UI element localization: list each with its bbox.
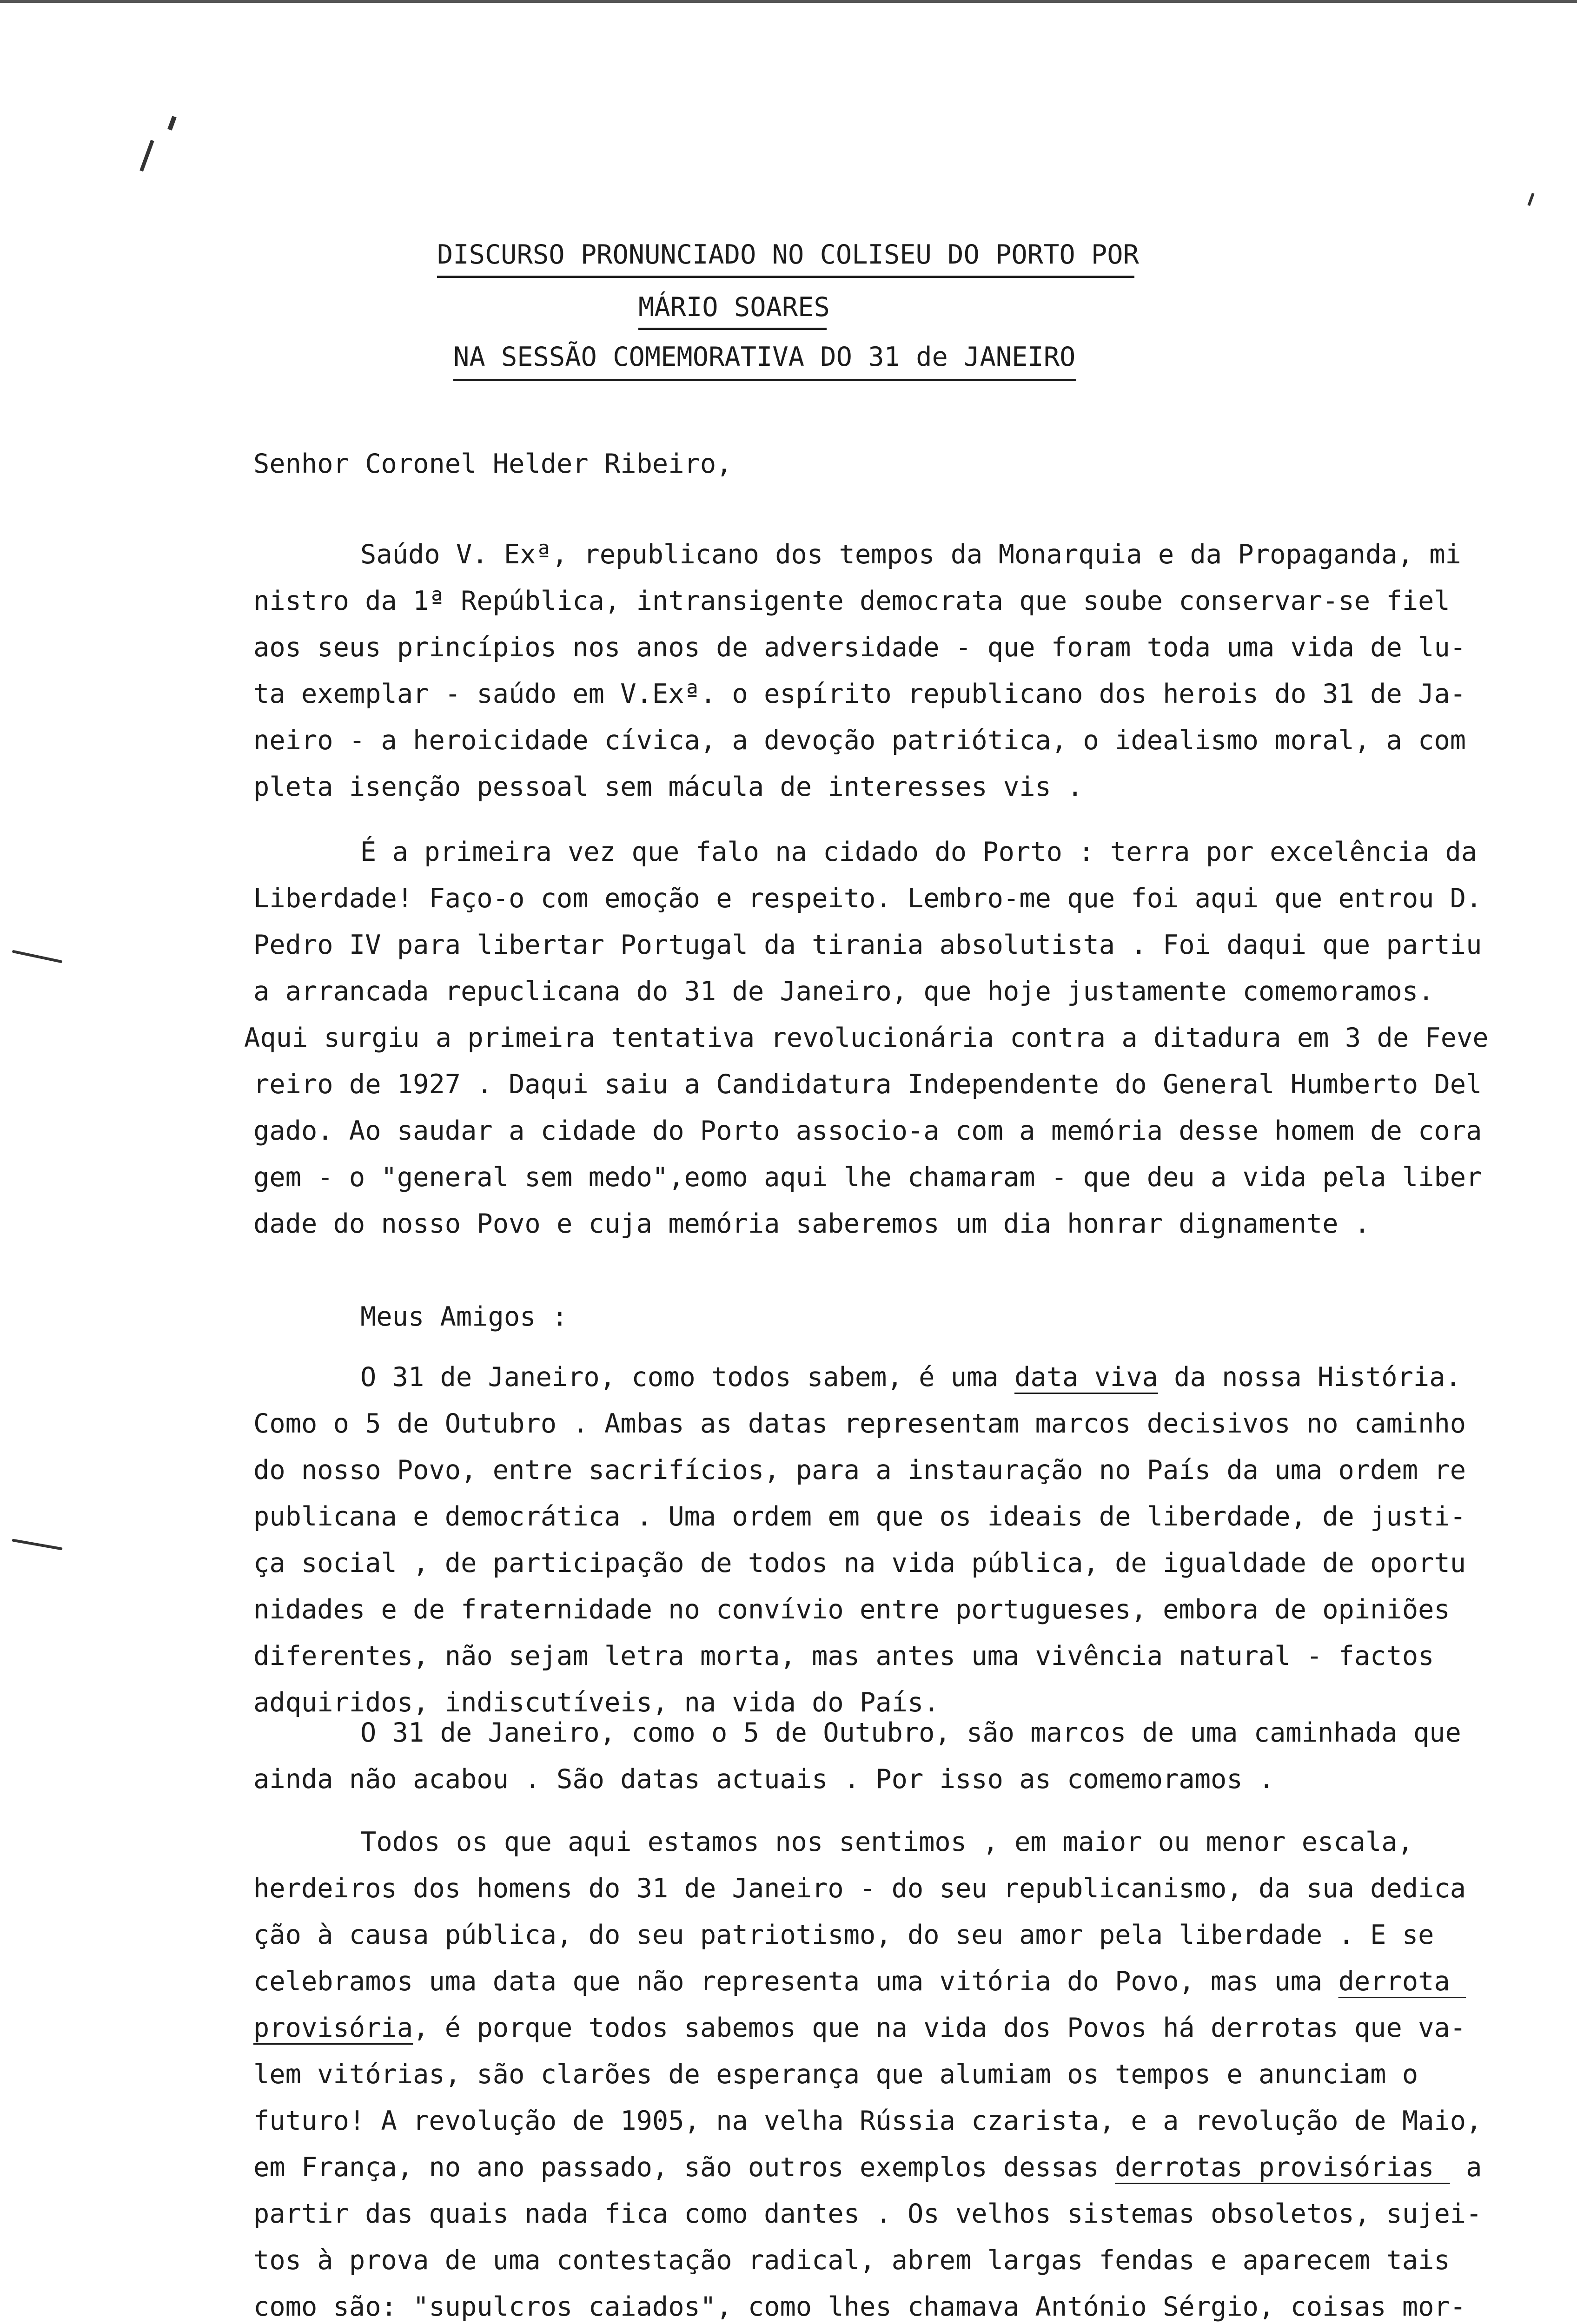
p5-line-5: provisória, é porque todos sabemos que na vida dos Povos há derrotas que va-	[253, 2013, 1466, 2043]
underlined-phrase: derrota	[1338, 1966, 1466, 1997]
p2-line: a arrancada repuclicana do 31 de Janeiro, que hoje justamente comemoramos.	[253, 976, 1434, 1007]
p5-line: herdeiros dos homens do 31 de Janeiro - do seu republicanismo, da sua dedica	[253, 1873, 1466, 1904]
p5-line: tos à prova de uma contestação radical, abrem largas fendas e aparecem tais	[253, 2245, 1450, 2276]
margin-mark	[167, 116, 177, 131]
p2-line: Liberdade! Faço-o com emoção e respeito. Lembro-me que foi aqui que entrou D.	[253, 883, 1482, 914]
title-underline-1	[437, 276, 1134, 278]
p5-line: ção à causa pública, do seu patriotismo, do seu amor pela liberdade . E se	[253, 1920, 1434, 1950]
greeting: Meus Amigos :	[360, 1301, 568, 1332]
p4-line: O 31 de Janeiro, como o 5 de Outubro, são marcos de uma caminhada que	[360, 1717, 1461, 1748]
p3-line-1: O 31 de Janeiro, como todos sabem, é uma data viva da nossa História.	[360, 1362, 1461, 1393]
p5-line: Todos os que aqui estamos nos sentimos , em maior ou menor escala,	[360, 1827, 1413, 1857]
p2-line: É a primeira vez que falo na cidado do Porto : terra por excelência da	[360, 837, 1478, 867]
title-line-1: DISCURSO PRONUNCIADO NO COLISEU DO PORTO POR	[437, 239, 1139, 270]
top-edge-line	[0, 0, 1577, 3]
p5-line: lem vitórias, são clarões de esperança que alumiam os tempos e anunciam o	[253, 2059, 1418, 2090]
underlined-phrase: derrotas provisórias	[1115, 2152, 1450, 2183]
p5-line-8: em França, no ano passado, são outros exemplos dessas derrotas provisórias a	[253, 2152, 1482, 2183]
title-underline-2	[638, 328, 827, 330]
title-line-3: NA SESSÃO COMEMORATIVA DO 31 de JANEIRO	[453, 342, 1076, 372]
p5-line: futuro! A revolução de 1905, na velha Rússia czarista, e a revolução de Maio,	[253, 2106, 1482, 2136]
p3-line: nidades e de fraternidade no convívio entre portugueses, embora de opiniões	[253, 1594, 1450, 1625]
p1-line: pleta isenção pessoal sem mácula de interesses vis .	[253, 772, 1083, 802]
p2-line: Aqui surgiu a primeira tentativa revolucionária contra a ditadura em 3 de Feve	[244, 1023, 1489, 1053]
p5-line-4: celebramos uma data que não representa uma vitória do Povo, mas uma derrota	[253, 1966, 1466, 1997]
p5-line: partir das quais nada fica como dantes . Os velhos sistemas obsoletos, sujei-	[253, 2199, 1482, 2229]
p3-line: Como o 5 de Outubro . Ambas as datas representam marcos decisivos no caminho	[253, 1408, 1466, 1439]
p5-line: como são: "supulcros caiados", como lhes chamava António Sérgio, coisas mor-	[253, 2291, 1466, 2322]
underlined-phrase: data viva	[1014, 1362, 1158, 1393]
title-underline-3	[453, 379, 1076, 381]
p1-line: neiro - a heroicidade cívica, a devoção patriótica, o idealismo moral, a com	[253, 725, 1466, 756]
margin-mark	[1527, 193, 1534, 206]
punch-mark	[12, 950, 63, 964]
title-line-2: MÁRIO SOARES	[638, 292, 830, 323]
p1-line: ta exemplar - saúdo em V.Exª. o espírito republicano dos herois do 31 de Ja-	[253, 679, 1466, 709]
p2-line: dade do nosso Povo e cuja memória saberemos um dia honrar dignamente .	[253, 1208, 1371, 1239]
punch-mark	[12, 1538, 62, 1550]
p2-line: gem - o "general sem medo",eomo aqui lhe chamaram - que deu a vida pela liber	[253, 1162, 1482, 1193]
p2-line: reiro de 1927 . Daqui saiu a Candidatura Independente do General Humberto Del	[253, 1069, 1482, 1100]
p4-line: ainda não acabou . São datas actuais . Por isso as comemoramos .	[253, 1764, 1275, 1795]
p1-line: nistro da 1ª República, intransigente democrata que soube conservar-se fiel	[253, 586, 1450, 616]
salutation: Senhor Coronel Helder Ribeiro,	[253, 449, 732, 479]
underlined-phrase: provisória	[253, 2013, 413, 2043]
p1-line: aos seus princípios nos anos de adversidade - que foram toda uma vida de lu-	[253, 632, 1466, 663]
p3-line: adquiridos, indiscutíveis, na vida do País.	[253, 1687, 940, 1718]
p3-line: do nosso Povo, entre sacrifícios, para a instauração no País da uma ordem re	[253, 1455, 1466, 1486]
p3-line: ça social , de participação de todos na vida pública, de igualdade de oportu	[253, 1548, 1466, 1578]
p2-line: gado. Ao saudar a cidade do Porto associo-a com a memória desse homem de cora	[253, 1116, 1482, 1146]
p2-line: Pedro IV para libertar Portugal da tirania absolutista . Foi daqui que partiu	[253, 930, 1482, 960]
margin-mark	[139, 140, 154, 172]
p1-line: Saúdo V. Exª, republicano dos tempos da Monarquia e da Propaganda, mi	[360, 539, 1461, 570]
p3-line: diferentes, não sejam letra morta, mas antes uma vivência natural - factos	[253, 1641, 1434, 1671]
p3-line: publicana e democrática . Uma ordem em que os ideais de liberdade, de justi-	[253, 1501, 1466, 1532]
